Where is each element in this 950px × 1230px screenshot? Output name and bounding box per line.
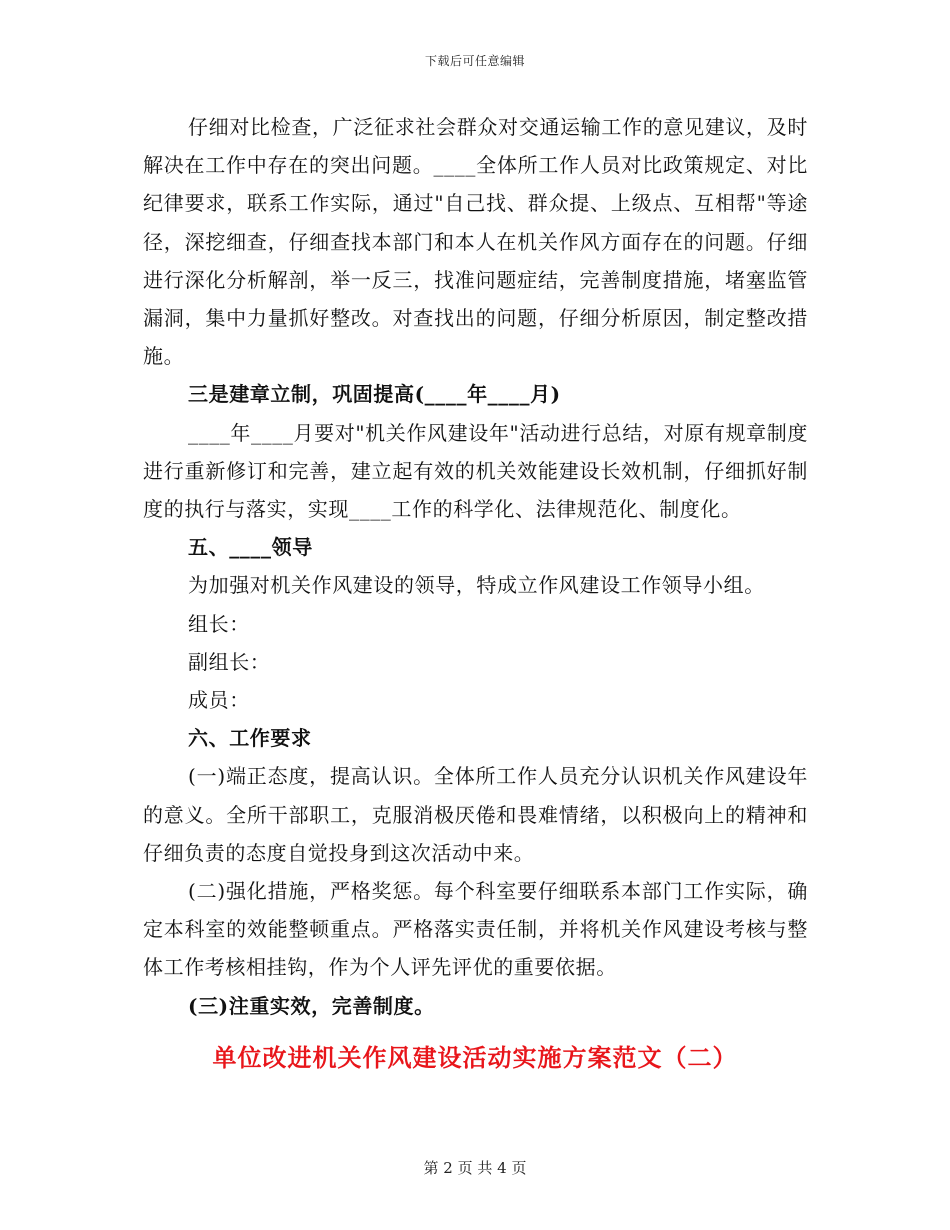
paragraph-requirement-one: (一)端正态度，提高认识。全体所工作人员充分认识机关作风建设年的意义。全所干部职工，克服消极厌倦和畏难情绪，以积极向上的精神和仔细负责的态度自觉投身到这次活动中来。 — [143, 764, 808, 865]
paragraph-requirement-three: (三)注重实效，完善制度。 — [188, 993, 435, 1018]
document-title: 单位改进机关作风建设活动实施方案范文（二） — [212, 1044, 738, 1072]
page-footer: 第 2 页 共 4 页 — [423, 1159, 527, 1177]
paragraph-inspection: 仔细对比检查，广泛征求社会群众对交通运输工作的意见建议，及时解决在工作中存在的突出问题。____全体所工作人员对比政策规定、对比纪律要求，联系工作实际，通过"自己找、群众提、上级点、互相帮"等途径，深挖细查，仔细查找本部门和本人在机关作风方面存在的问题。仔细进行深化分析解剖，举一反三，找准问题症结，完善制度措施，堵塞监管漏洞，集中力量抓好整改。对查找出的问题，仔细分析原因，制定整改措施。 — [143, 115, 808, 369]
paragraph-leadership-group: 为加强对机关作风建设的领导，特成立作风建设工作领导小组。 — [188, 573, 765, 598]
paragraph-summary: ____年____月要对"机关作风建设年"活动进行总结，对原有规章制度进行重新修订和完善，建立起有效的机关效能建设长效机制，仔细抓好制度的执行与落实，实现____工作的科学化、法律规范化、制度化。 — [143, 420, 808, 522]
heading-section-five: 五、____领导 — [188, 535, 313, 560]
heading-section-six: 六、工作要求 — [188, 726, 312, 751]
document-body — [143, 108, 808, 1025]
paragraph-requirement-two: (二)强化措施，严格奖惩。每个科室要仔细联系本部门工作实际，确定本科室的效能整顿重点。严格落实责任制，并将机关作风建设考核与整体工作考核相挂钩，作为个人评先评优的重要依据。 — [143, 879, 808, 980]
heading-stage-three: 三是建章立制，巩固提高(____年____月) — [188, 382, 561, 407]
group-leader-line: 组长： — [188, 611, 250, 636]
members-line: 成员： — [188, 688, 250, 713]
deputy-leader-line: 副组长： — [188, 649, 271, 674]
page-header: 下载后可任意编辑 — [424, 54, 525, 68]
